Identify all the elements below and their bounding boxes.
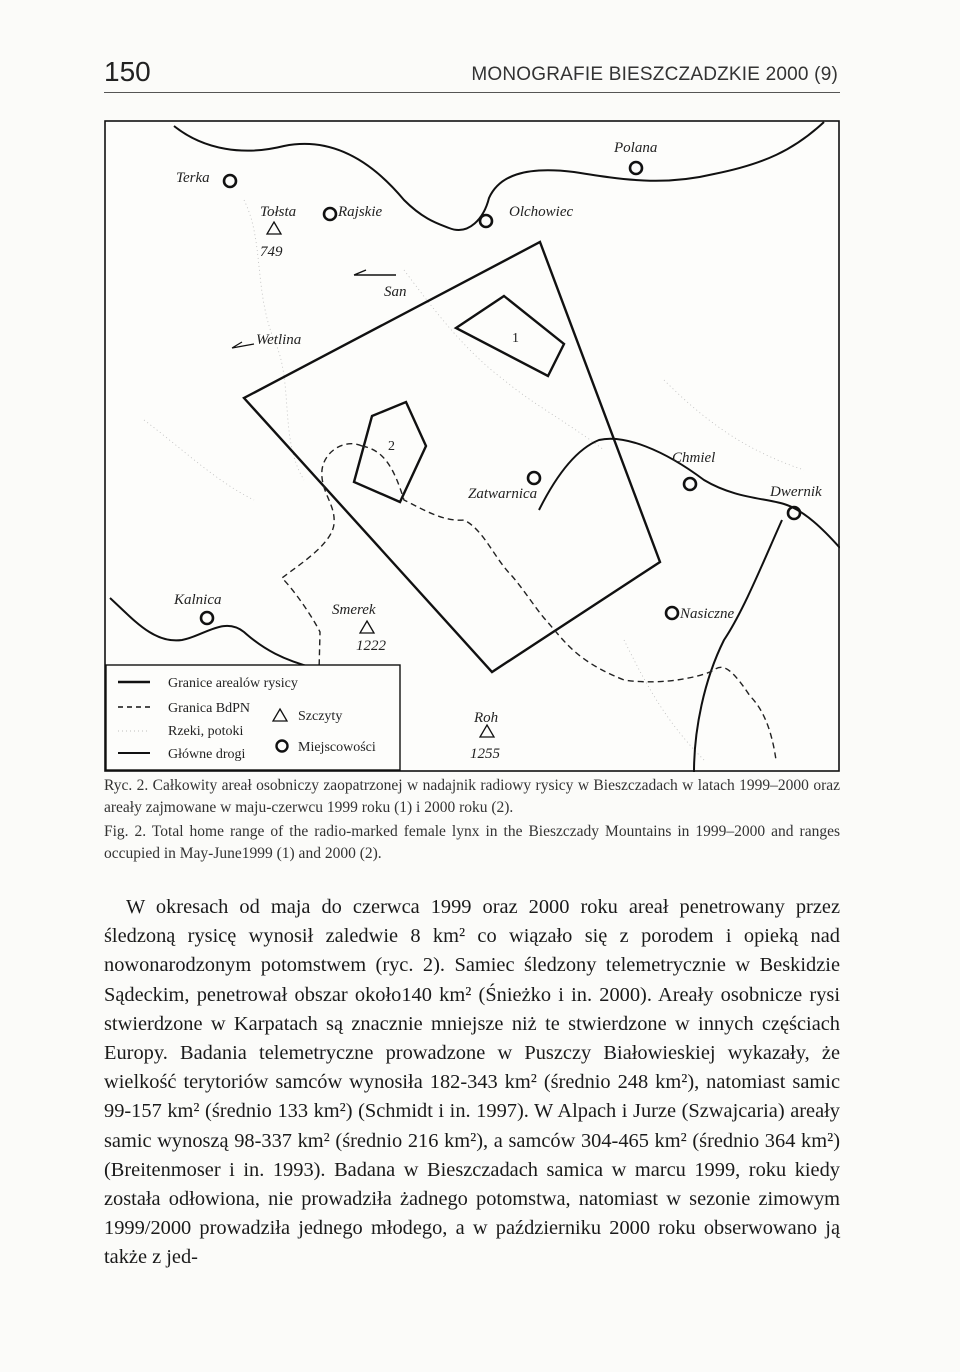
label-wetlina: Wetlina: [256, 332, 302, 348]
figure-caption-english: Fig. 2. Total home range of the radio-marked female lynx in the Bieszczady Mountains in 1999–2000 and ranges occupied in May-June1999 (1) and 2000 (2).: [104, 823, 840, 862]
legend-item-rivers: Rzeki, potoki: [168, 724, 244, 739]
label-olchowiec: Olchowiec: [509, 204, 574, 220]
label-area-1: 1: [512, 331, 519, 346]
label-terka: Terka: [176, 170, 210, 186]
legend-symbol-settlements: Miejscowości: [298, 740, 376, 755]
lynx-range-map: [104, 120, 840, 772]
legend-item-roads: Główne drogi: [168, 747, 246, 762]
label-tolsta: Tołsta: [260, 204, 297, 220]
running-head: MONOGRAFIE BIESZCZADZKIE 2000 (9): [471, 64, 838, 85]
map-legend: [106, 665, 400, 770]
legend-symbol-peaks: Szczyty: [298, 709, 343, 724]
label-roh-elev: 1255: [470, 746, 500, 762]
figure-caption-polish: Ryc. 2. Całkowity areał osobniczy zaopatrzonej w nadajnik radiowy rysicy w Bieszczadach w latach 1999–2000 oraz areały zajmowane w maju-czerwcu 1999 roku (1) i 2000 roku (2).: [104, 777, 840, 816]
label-chmiel: Chmiel: [672, 450, 716, 466]
legend-item-bdpn: Granica BdPN: [168, 701, 251, 716]
label-zatwarnica: Zatwarnica: [468, 486, 538, 502]
label-smerek-elev: 1222: [356, 638, 386, 654]
label-roh: Roh: [474, 710, 499, 726]
label-naczne: Nasiczne: [680, 606, 735, 622]
label-dwernik: Dwernik: [770, 484, 822, 500]
legend-item-range: Granice arealów rysicy: [168, 676, 298, 691]
page-number: 150: [104, 56, 151, 87]
label-area-2: 2: [388, 439, 395, 454]
label-kalnica: Kalnica: [174, 592, 222, 608]
label-smerek: Smerek: [332, 602, 376, 618]
label-tolsta-elev: 749: [260, 244, 283, 260]
label-san: San: [384, 284, 407, 300]
label-polana: Polana: [614, 140, 658, 156]
label-rajskie: Rajskie: [338, 204, 383, 220]
header-rule: [104, 92, 840, 93]
body-paragraph: W okresach od maja do czerwca 1999 oraz 2000 roku areał penetrowany przez śledzoną rysicę wynosił zaledwie 8 km² co wiązało się z porodem i opieką nad nowonarodzonym potomstwem (ryc. 2). Samiec śledzony telemetrycznie w Beskidzie Sądeckim, penetrował obszar około140 km² (Śnieżko i in. 2000). Areały osobnicze rysi stwierdzone w Karpatach są znacznie mniejsze niż te stwierdzone w innych częściach Europy. Badania telemetryczne prowadzone w Puszczy Białowieskiej wykazały, że wielkość terytoriów samców wynosiła 182-343 km² (średnio 248 km²), natomiast samic 99-157 km² (średnio 133 km²) (Schmidt i in. 1997). W Alpach i Jurze (Szwajcaria) areały samic wynoszą 98-337 km² (średnio 216 km²), a samców 304-465 km² (średnio 364 km²) (Breitenmoser i in. 1993). Badana w Bieszczadach samica w marcu 1999, roku kiedy została odłowiona, nie prowadziła żadnego potomstwa, natomiast w sezonie zimowym 1999/2000 prowadziła jednego młodego, a w październiku 2000 roku obserwowano ją także z jed-: [104, 896, 840, 1269]
